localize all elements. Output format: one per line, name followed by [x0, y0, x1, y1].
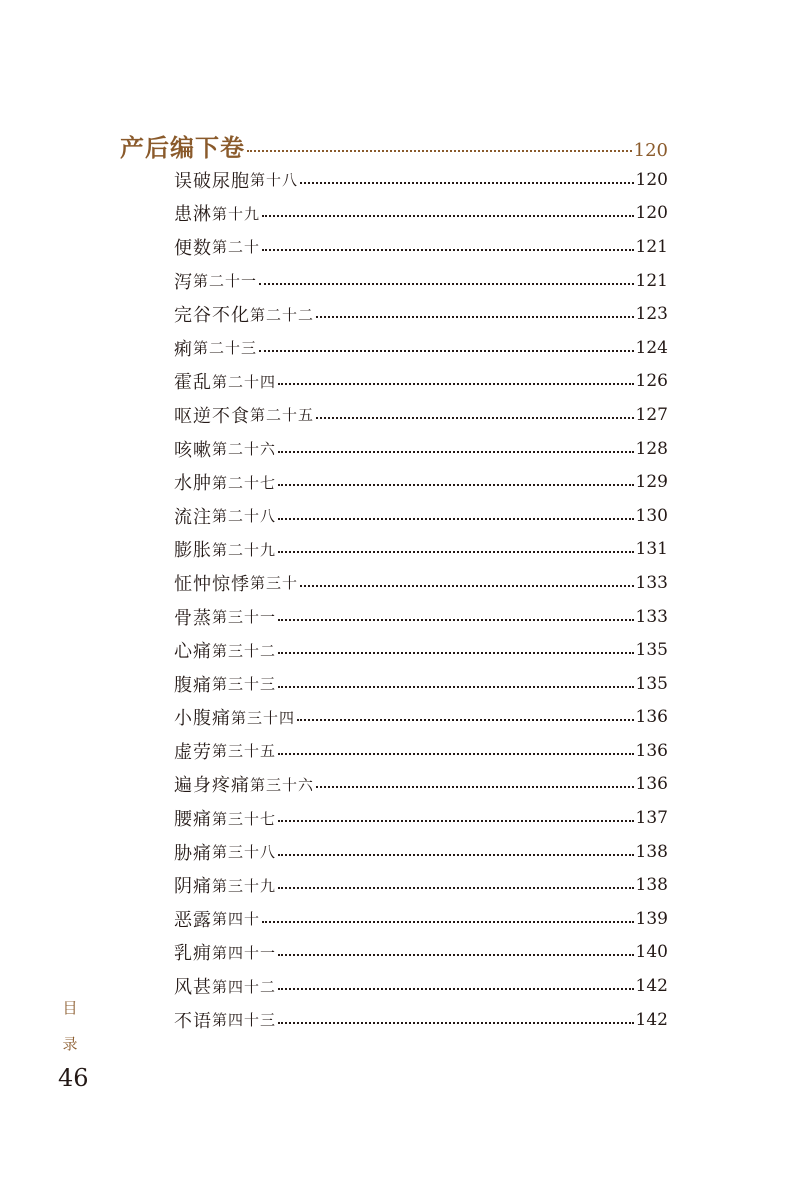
entry-page-number: 130 — [635, 505, 668, 526]
toc-entry — [174, 600, 668, 634]
entry-sequence: 第三十七 — [212, 809, 277, 828]
entry-sequence: 第三十五 — [212, 742, 277, 761]
toc-entry — [174, 969, 668, 1003]
section-dot-leader — [247, 150, 632, 152]
toc-section-heading — [120, 128, 668, 164]
toc-entry — [174, 197, 668, 231]
entry-page-number: 137 — [635, 808, 668, 829]
entry-name: 便数 — [174, 237, 212, 259]
entry-sequence: 第三十三 — [212, 675, 277, 694]
entry-name: 风甚 — [174, 977, 212, 999]
entry-name: 患淋 — [174, 204, 212, 226]
entry-sequence: 第二十七 — [212, 473, 277, 492]
toc-entry — [174, 432, 668, 466]
side-label-char: 目 — [62, 999, 78, 1017]
entry-sequence: 第四十 — [212, 910, 261, 929]
toc-entry — [174, 499, 668, 533]
entry-page-number: 136 — [635, 774, 668, 795]
entry-name: 不语 — [174, 1010, 212, 1032]
entry-page-number: 128 — [635, 438, 668, 459]
toc-entry — [174, 331, 668, 365]
entry-dot-leader — [300, 585, 634, 587]
entry-dot-leader — [316, 786, 634, 788]
entry-dot-leader — [278, 820, 634, 822]
entry-sequence: 第四十三 — [212, 1011, 277, 1030]
entry-dot-leader — [278, 518, 634, 520]
entry-sequence: 第二十八 — [212, 507, 277, 526]
entry-name: 流注 — [174, 506, 212, 528]
entry-dot-leader — [278, 484, 634, 486]
toc-entry — [174, 734, 668, 768]
toc-entry — [174, 163, 668, 197]
entry-name: 痢 — [174, 338, 193, 360]
entry-page-number: 131 — [635, 539, 668, 560]
entry-name: 霍乱 — [174, 372, 212, 394]
toc-entry — [174, 633, 668, 667]
entry-sequence: 第二十六 — [212, 440, 277, 459]
entry-dot-leader — [300, 182, 634, 184]
entry-sequence: 第二十三 — [193, 339, 258, 358]
entry-name: 误破尿胞 — [174, 170, 250, 192]
entry-dot-leader — [262, 249, 634, 251]
entry-sequence: 第二十二 — [250, 305, 315, 324]
entry-sequence: 第三十一 — [212, 608, 277, 627]
toc-entry — [174, 667, 668, 701]
toc-entry — [174, 902, 668, 936]
entry-name: 完谷不化 — [174, 305, 250, 327]
entry-sequence: 第二十四 — [212, 372, 277, 391]
toc-entry — [174, 835, 668, 869]
entry-name: 恶露 — [174, 909, 212, 931]
entry-page-number: 142 — [635, 976, 668, 997]
toc-entry — [174, 365, 668, 399]
entry-name: 小腹痛 — [174, 708, 231, 730]
entry-name: 呕逆不食 — [174, 405, 250, 427]
entry-name: 泻 — [174, 271, 193, 293]
entry-dot-leader — [259, 350, 634, 352]
entry-dot-leader — [278, 686, 634, 688]
entry-sequence: 第三十二 — [212, 641, 277, 660]
entry-dot-leader — [278, 887, 634, 889]
entry-name: 乳痈 — [174, 943, 212, 965]
entry-dot-leader — [316, 316, 634, 318]
entry-sequence: 第十八 — [250, 171, 299, 190]
entry-sequence: 第三十四 — [231, 708, 296, 727]
entry-page-number: 142 — [635, 1009, 668, 1030]
section-title: 产后编下卷 — [120, 133, 245, 162]
toc-entry — [174, 398, 668, 432]
entry-name: 水肿 — [174, 473, 212, 495]
toc-entry — [174, 701, 668, 735]
toc-entry — [174, 801, 668, 835]
entry-sequence: 第四十一 — [212, 943, 277, 962]
toc-entry — [174, 868, 668, 902]
entry-name: 腰痛 — [174, 809, 212, 831]
entry-name: 骨蒸 — [174, 607, 212, 629]
entry-name: 心痛 — [174, 641, 212, 663]
entry-dot-leader — [278, 854, 634, 856]
entry-page-number: 121 — [635, 236, 668, 257]
entry-dot-leader — [278, 954, 634, 956]
toc-entry — [174, 264, 668, 298]
entry-dot-leader — [262, 215, 634, 217]
entry-page-number: 138 — [635, 841, 668, 862]
entry-page-number: 140 — [635, 942, 668, 963]
toc-entry — [174, 533, 668, 567]
toc-entry — [174, 936, 668, 970]
entry-sequence: 第三十九 — [212, 876, 277, 895]
entry-sequence: 第二十一 — [193, 272, 258, 291]
entry-sequence: 第二十五 — [250, 406, 315, 425]
toc-entry — [174, 230, 668, 264]
entry-page-number: 133 — [635, 572, 668, 593]
entry-sequence: 第三十八 — [212, 843, 277, 862]
entry-page-number: 133 — [635, 606, 668, 627]
entry-name: 腹痛 — [174, 674, 212, 696]
entry-page-number: 136 — [635, 740, 668, 761]
entry-page-number: 121 — [635, 270, 668, 291]
toc-entry — [174, 768, 668, 802]
toc-entry — [174, 1003, 668, 1037]
entry-dot-leader — [278, 652, 634, 654]
entry-dot-leader — [259, 283, 634, 285]
entry-sequence: 第二十九 — [212, 540, 277, 559]
entry-name: 遍身疼痛 — [174, 775, 250, 797]
side-section-label — [62, 990, 78, 1062]
entry-page-number: 123 — [635, 304, 668, 325]
entry-page-number: 127 — [635, 404, 668, 425]
entry-name: 胁痛 — [174, 842, 212, 864]
entry-dot-leader — [297, 719, 634, 721]
entry-dot-leader — [278, 551, 634, 553]
entry-sequence: 第三十六 — [250, 775, 315, 794]
side-label-char: 录 — [62, 1035, 78, 1053]
entry-page-number: 124 — [635, 337, 668, 358]
entry-dot-leader — [278, 988, 634, 990]
entry-sequence: 第二十 — [212, 238, 261, 257]
entry-sequence: 第三十 — [250, 574, 299, 593]
entry-page-number: 129 — [635, 472, 668, 493]
entry-name: 怔忡惊悸 — [174, 573, 250, 595]
entry-page-number: 126 — [635, 371, 668, 392]
toc-entry — [174, 566, 668, 600]
page-number: 46 — [58, 1064, 89, 1092]
entry-sequence: 第四十二 — [212, 977, 277, 996]
entry-dot-leader — [278, 383, 634, 385]
entry-dot-leader — [316, 417, 634, 419]
section-page-number: 120 — [633, 140, 668, 161]
entry-page-number: 120 — [635, 169, 668, 190]
entry-dot-leader — [278, 619, 634, 621]
entry-dot-leader — [278, 1022, 634, 1024]
toc-entry — [174, 297, 668, 331]
entry-page-number: 138 — [635, 875, 668, 896]
entry-dot-leader — [278, 451, 634, 453]
entry-dot-leader — [262, 921, 634, 923]
entry-page-number: 135 — [635, 640, 668, 661]
entry-name: 虚劳 — [174, 741, 212, 763]
toc-entry — [174, 465, 668, 499]
entry-name: 阴痛 — [174, 876, 212, 898]
entry-name: 膨胀 — [174, 540, 212, 562]
entry-page-number: 120 — [635, 203, 668, 224]
entry-page-number: 136 — [635, 707, 668, 728]
entry-name: 咳嗽 — [174, 439, 212, 461]
entry-page-number: 135 — [635, 673, 668, 694]
entry-sequence: 第十九 — [212, 204, 261, 223]
entry-page-number: 139 — [635, 908, 668, 929]
toc-entry-list — [174, 163, 668, 1036]
entry-dot-leader — [278, 753, 634, 755]
